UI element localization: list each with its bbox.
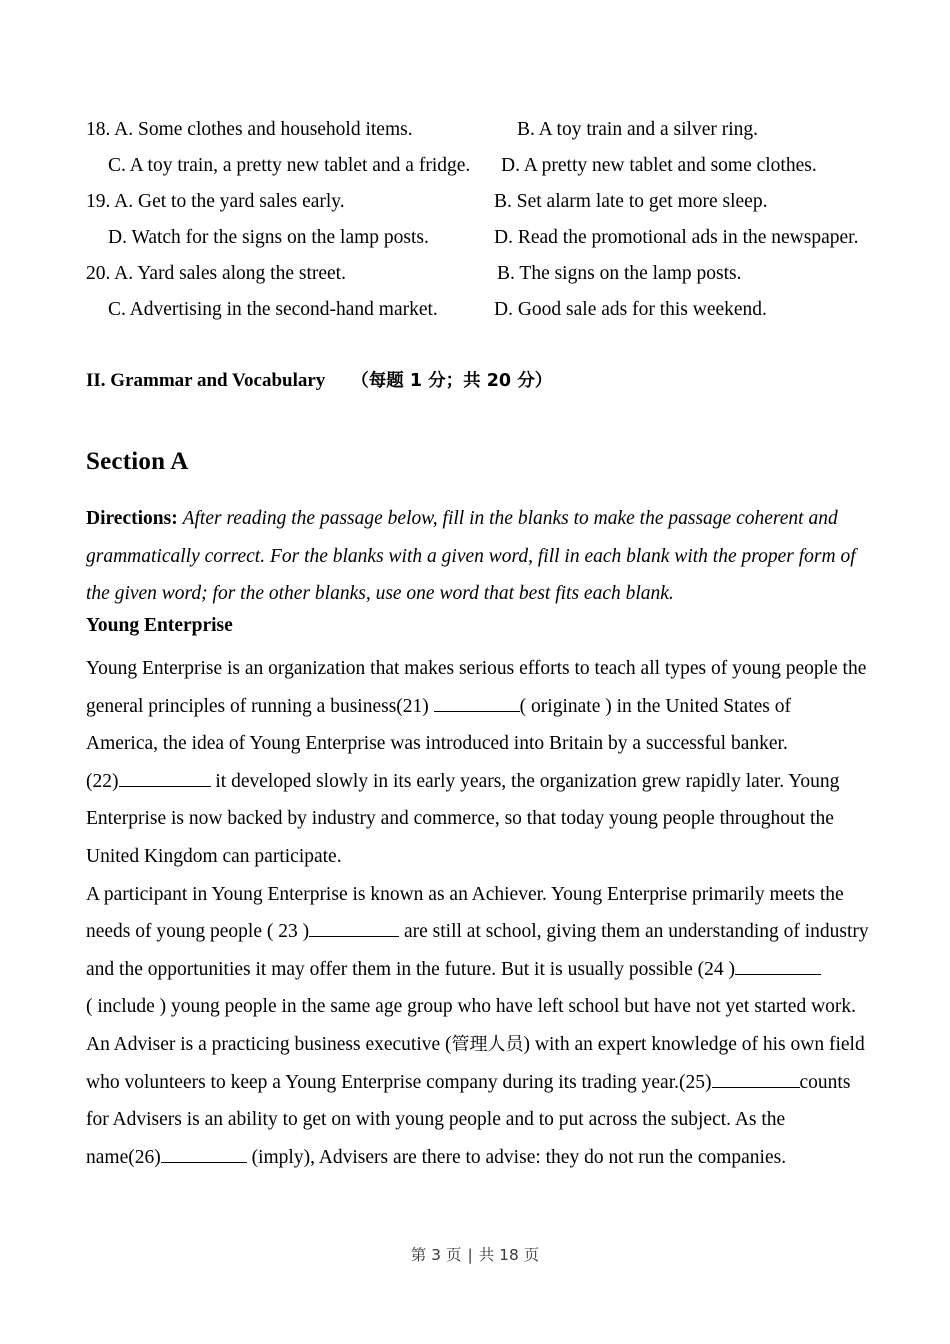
passage-text: (22): [86, 770, 119, 792]
footer-separator: |: [467, 1246, 473, 1264]
passage-text: needs of young people ( 23 ): [86, 921, 310, 943]
passage-line: [86, 800, 886, 838]
passage-text: ( include ) young people in the same age group who have left school but have not yet started work.: [86, 996, 857, 1018]
fill-in-blank[interactable]: [434, 693, 520, 712]
page-footer: [0, 1243, 950, 1265]
footer-total-pages: 共 18 页: [478, 1246, 540, 1264]
footer-current-page: 第 3 页: [410, 1246, 462, 1264]
mcq-row: [86, 148, 876, 184]
passage-line: [86, 1064, 886, 1102]
passage-text: are still at school, giving them an understanding of industry: [399, 921, 869, 943]
passage-text: it developed slowly in its early years, the organization grew rapidly later. Young: [210, 770, 840, 792]
mcq-option-left[interactable]: 20. A. Yard sales along the street.: [86, 263, 346, 284]
passage-text: America, the idea of Young Enterprise was introduced into Britain by a successful banker.: [86, 733, 788, 755]
passage-text: for Advisers is an ability to get on with young people and to put across the subject. As the: [86, 1109, 786, 1131]
directions-text: After reading the passage below, fill in the blanks to make the passage coherent and grammatically correct. For the blanks with a given word, fill in each blank with the proper form of the given word; for the other blanks, use one word that best fits each blank.: [86, 508, 856, 604]
passage-text: Young Enterprise is an organization that makes serious efforts to teach all types of young people the: [86, 658, 867, 679]
grammar-score-note: （每题 1 分；共 20 分）: [351, 371, 553, 391]
fill-in-blank[interactable]: [712, 1069, 800, 1088]
mcq-option-left[interactable]: 18. A. Some clothes and household items.: [86, 119, 413, 140]
mcq-row: [86, 256, 876, 292]
passage-text: ( originate ) in the United States of: [519, 695, 791, 717]
mcq-row: [86, 220, 876, 256]
grammar-section-heading: [86, 367, 552, 392]
mcq-option-right[interactable]: B. Set alarm late to get more sleep.: [494, 191, 768, 212]
mcq-option-left[interactable]: C. A toy train, a pretty new tablet and a fridge.: [108, 155, 471, 176]
mcq-row: [86, 184, 876, 220]
directions-block: [86, 500, 876, 613]
passage-line: [86, 763, 886, 801]
mcq-option-right[interactable]: B. A toy train and a silver ring.: [517, 119, 759, 140]
mcq-option-left[interactable]: C. Advertising in the second-hand market.: [108, 299, 438, 320]
passage-line: [86, 913, 886, 951]
passage-text: counts: [799, 1071, 851, 1093]
passage-text: United Kingdom can participate.: [86, 845, 342, 867]
passage-text: Enterprise is now backed by industry and commerce, so that today young people throughout the: [86, 808, 834, 830]
mcq-row: [86, 112, 876, 148]
mcq-option-right[interactable]: D. A pretty new tablet and some clothes.: [501, 155, 817, 176]
passage-text: (imply), Advisers are there to advise: they do not run the companies.: [246, 1146, 787, 1168]
passage-text: ) with an expert knowledge of his own field: [523, 1033, 865, 1055]
passage-body: [86, 650, 886, 1176]
fill-in-blank[interactable]: [735, 956, 821, 975]
passage-text: name(26): [86, 1146, 161, 1168]
mcq-option-left[interactable]: 19. A. Get to the yard sales early.: [86, 191, 345, 212]
directions-label: Directions:: [86, 508, 178, 529]
passage-text: general principles of running a business(21): [86, 695, 434, 717]
mcq-option-right[interactable]: B. The signs on the lamp posts.: [497, 263, 742, 284]
mcq-row: [86, 292, 876, 328]
passage-line: [86, 838, 886, 876]
fill-in-blank[interactable]: [161, 1144, 247, 1163]
passage-line: [86, 725, 886, 763]
mcq-option-left[interactable]: D. Watch for the signs on the lamp posts.: [108, 227, 429, 248]
passage-text: A participant in Young Enterprise is known as an Achiever. Young Enterprise primarily meets the: [86, 883, 844, 905]
listening-options-block: [86, 112, 876, 328]
grammar-section-title: II. Grammar and Vocabulary: [86, 370, 326, 391]
passage-line: [86, 1101, 886, 1139]
passage-line: [86, 1026, 886, 1064]
passage-title: Young Enterprise: [86, 615, 233, 636]
passage-line: [86, 988, 886, 1026]
passage-line: [86, 650, 886, 688]
passage-line: [86, 688, 886, 726]
mcq-option-right[interactable]: D. Good sale ads for this weekend.: [494, 299, 767, 320]
fill-in-blank[interactable]: [119, 768, 211, 787]
passage-text: An Adviser is a practicing business executive (: [86, 1033, 452, 1055]
passage-line: [86, 951, 886, 989]
section-a-heading: Section A: [86, 448, 189, 475]
passage-text: and the opportunities it may offer them in the future. But it is usually possible (24 ): [86, 958, 735, 980]
passage-line: [86, 876, 886, 914]
passage-text: who volunteers to keep a Young Enterprise company during its trading year.(25): [86, 1071, 712, 1093]
chinese-gloss: 管理人员: [451, 1033, 524, 1055]
fill-in-blank[interactable]: [309, 918, 399, 937]
mcq-option-right[interactable]: D. Read the promotional ads in the newspaper.: [494, 227, 859, 248]
passage-line: [86, 1139, 886, 1177]
